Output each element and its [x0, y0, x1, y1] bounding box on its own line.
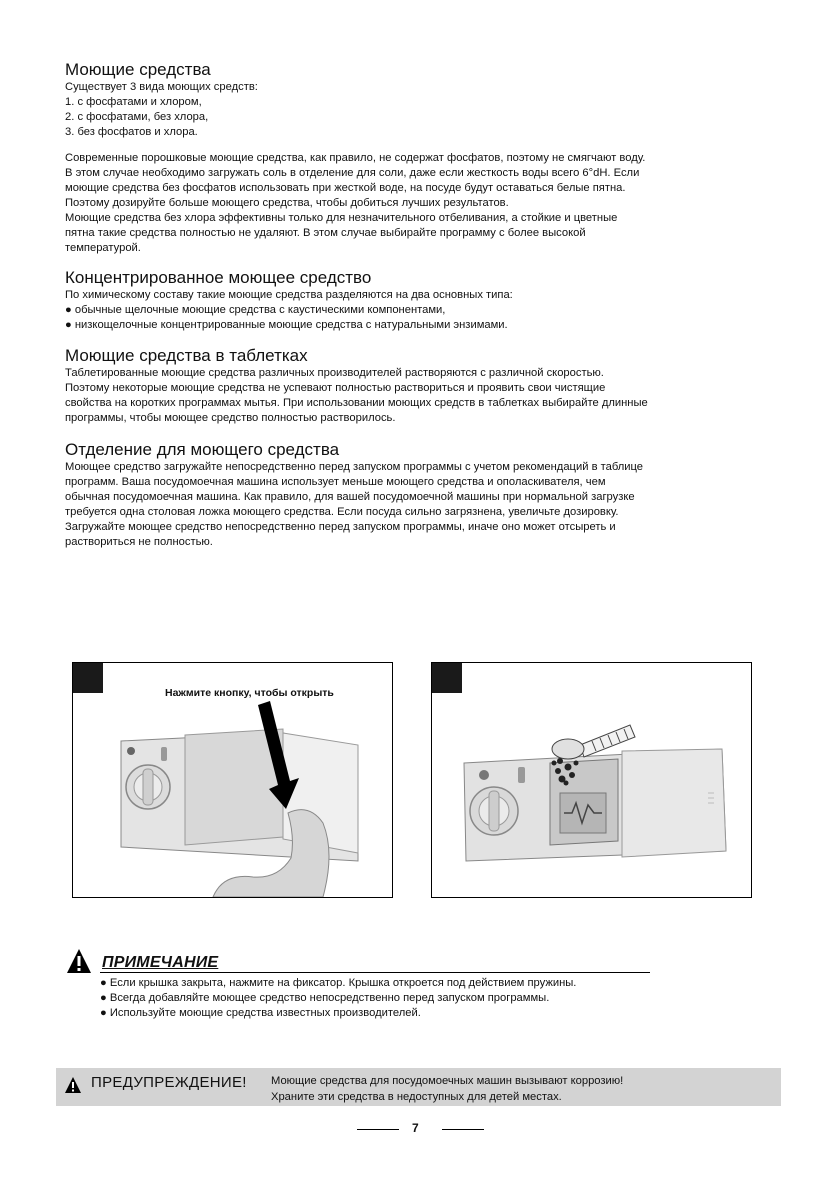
warning-triangle-icon: [66, 948, 92, 974]
text-line: пятна такие средства полностью не удаляют. В этом случае выбирайте программу с более высокой: [65, 227, 586, 239]
text-line: 1. с фосфатами и хлором,: [65, 96, 202, 108]
text-line: программы, чтобы моющее средство полностью растворилось.: [65, 412, 396, 424]
note-title: ПРИМЕЧАНИЕ: [102, 954, 219, 971]
text-line: Моющие средства без хлора эффективны только для незначительного отбеливания, а стойкие и цветные: [65, 212, 618, 224]
dispenser-filling-illustration: [432, 663, 751, 897]
text-line: 2. с фосфатами, без хлора,: [65, 111, 209, 123]
text-line: раствориться не полностью.: [65, 536, 213, 548]
note-divider: [100, 972, 650, 973]
list-item: ● Всегда добавляйте моющее средство непосредственно перед запуском программы.: [100, 992, 550, 1004]
section-title: Моющие средства: [65, 60, 211, 79]
section-tablets: [65, 346, 765, 426]
warning-text: [271, 1073, 623, 1105]
note-list: [100, 976, 800, 1021]
text-line: обычная посудомоечная машина. Как правило, для вашей посудомоечной машины при нормальной загрузке: [65, 491, 635, 503]
text-line: ● обычные щелочные моющие средства с каустическими компонентами,: [65, 304, 446, 316]
warning-label: ПРЕДУПРЕЖДЕНИЕ!: [91, 1074, 247, 1091]
section-title: Моющие средства в таблетках: [65, 346, 308, 365]
text-line: температурой.: [65, 242, 141, 254]
text-line: требуется одна столовая ложка моющего средства. Если посуда сильно загрязнена, увеличьте дозировку.: [65, 506, 619, 518]
warning-line: Храните эти средства в недоступных для детей местах.: [271, 1091, 562, 1103]
text-line: Современные порошковые моющие средства, как правило, не содержат фосфатов, поэтому не смягчают воду.: [65, 152, 646, 164]
text-line: Поэтому некоторые моющие средства не успевают полностью раствориться и проявить свои чистящие: [65, 382, 606, 394]
list-item: ● Если крышка закрыта, нажмите на фиксатор. Крышка откроется под действием пружины.: [100, 977, 577, 989]
text-line: ● низкощелочные концентрированные моющие средства с натуральными энзимами.: [65, 319, 508, 331]
text-line: Моющее средство загружайте непосредственно перед запуском программы с учетом рекомендаций в таблице: [65, 461, 644, 473]
text-line: В этом случае необходимо загружать соль в отделение для соли, даже если жесткость воды всего 6°dH. Если: [65, 167, 640, 179]
section-title: Отделение для моющего средства: [65, 440, 340, 459]
text-line: программ. Ваша посудомоечная машина использует меньше моющего средства и ополаскивателя, чем: [65, 476, 606, 488]
text-line: Существует 3 вида моющих средств:: [65, 81, 258, 93]
text-line: Загружайте моющее средство непосредственно перед запуском программы, иначе оно может отсыреть и: [65, 521, 616, 533]
text-line: Поэтому дозируйте больше моющего средства, чтобы добиться лучших результатов.: [65, 197, 509, 209]
section-concentrated: [65, 268, 765, 333]
dispenser-illustration: [73, 663, 392, 897]
figure-open-dispenser: [72, 662, 393, 898]
section-detergents-paragraph: [65, 151, 765, 256]
text-line: свойства на коротких программах мытья. При использовании моющих средств в таблетках выбирайте длинные: [65, 397, 648, 409]
figure-caption: Нажмите кнопку, чтобы открыть: [165, 687, 334, 699]
text-line: моющие средства без фосфатов использовать при жесткой воде, на посуде будут оставаться белые пятна.: [65, 182, 626, 194]
section-detergents: [65, 60, 765, 140]
figure-load-detergent: [431, 662, 752, 898]
page-number-rule-left: [357, 1129, 399, 1130]
warning-small-icon: [64, 1076, 82, 1094]
page-number-rule-right: [442, 1129, 484, 1130]
text-line: 3. без фосфатов и хлора.: [65, 126, 198, 138]
list-item: ● Используйте моющие средства известных производителей.: [100, 1007, 421, 1019]
text-line: Таблетированные моющие средства различных производителей растворяются с различной скоростью.: [65, 367, 604, 379]
warning-line: Моющие средства для посудомоечных машин вызывают коррозию!: [271, 1075, 624, 1087]
text-line: По химическому составу такие моющие средства разделяются на два основных типа:: [65, 289, 513, 301]
page-number: 7: [412, 1121, 419, 1135]
section-title: Концентрированное моющее средство: [65, 268, 372, 287]
section-dispenser: [65, 440, 765, 550]
